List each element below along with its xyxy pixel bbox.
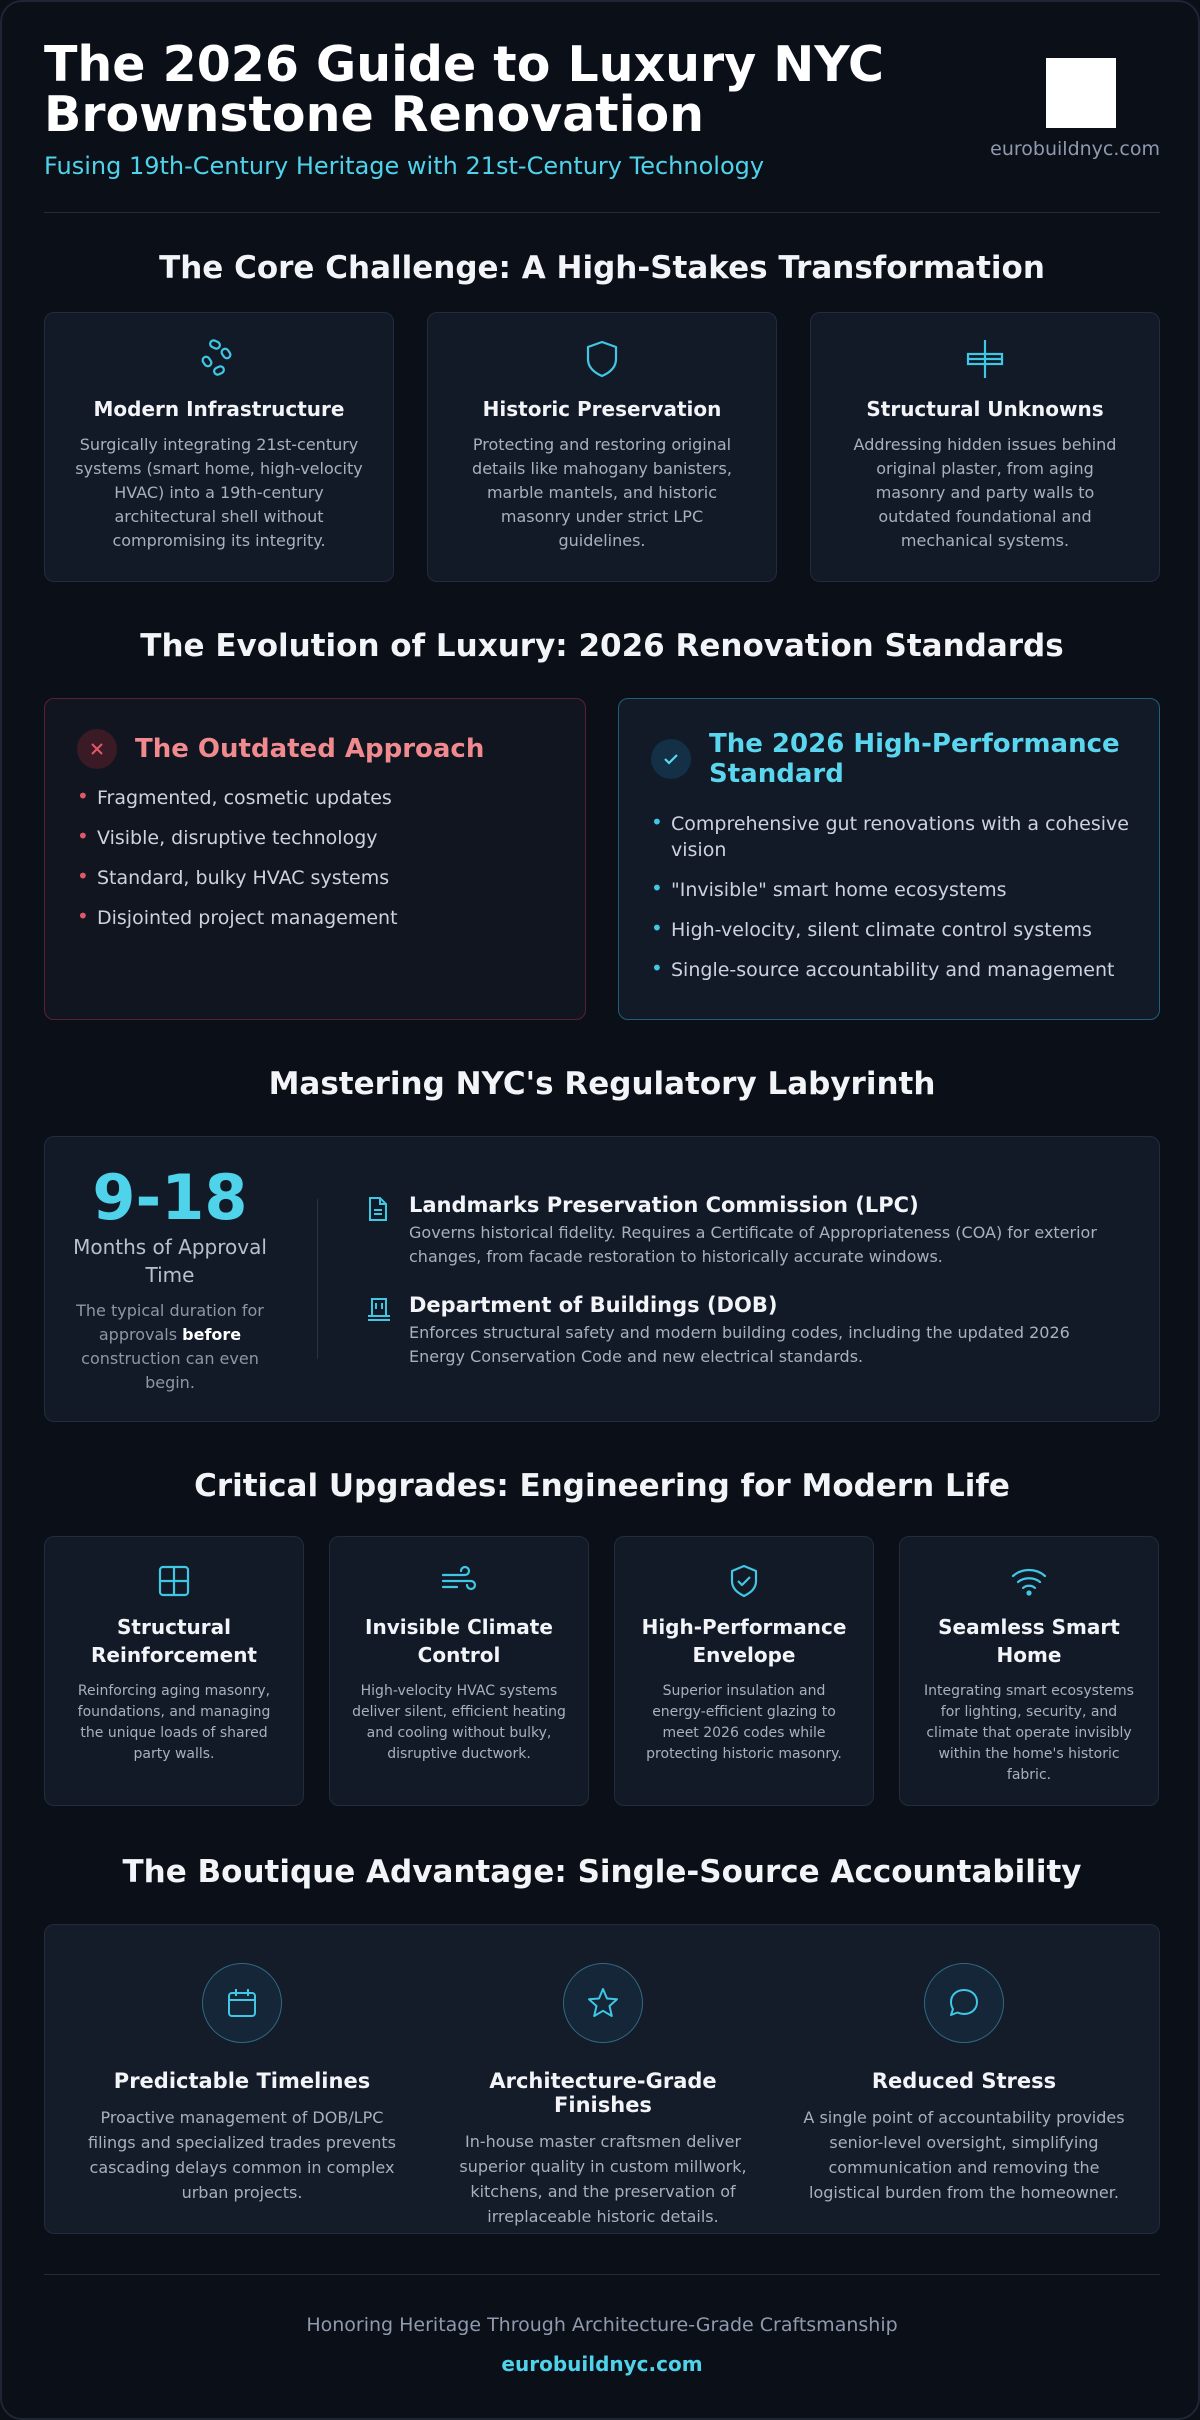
challenge-card-infrastructure — [44, 312, 394, 582]
shield-check-icon — [726, 1563, 762, 1599]
high-performance-list — [649, 811, 1129, 997]
wind-icon — [439, 1563, 479, 1599]
document-icon — [365, 1195, 391, 1223]
list-item: • Visible, disruptive technology — [77, 824, 378, 849]
star-icon — [586, 1986, 620, 2020]
footer-site-link[interactable]: eurobuildnyc.com — [501, 2352, 703, 2376]
challenge-card-text: Addressing hidden issues behind original plaster, from aging masonry and party walls to outdated foundational and mechanical systems. — [853, 435, 1117, 550]
advantage-section-title: The Boutique Advantage: Single-Source Accountability — [122, 1854, 1082, 1890]
list-item: • Comprehensive gut renovations with a cohesive vision — [651, 810, 1129, 861]
challenge-card-text: Surgically integrating 21st-century systems (smart home, high-velocity HVAC) into a 19th-century architectural shell without compromising its integrity. — [75, 435, 363, 550]
header-divider — [44, 212, 1160, 213]
outdated-approach-title: The Outdated Approach — [135, 734, 485, 764]
link-icon — [197, 337, 241, 381]
challenge-section-title: The Core Challenge: A High-Stakes Transformation — [159, 250, 1045, 286]
grid-icon — [156, 1563, 192, 1599]
list-item: • High-velocity, silent climate control systems — [651, 916, 1092, 941]
regulatory-divider — [317, 1199, 318, 1359]
building-icon — [365, 1295, 393, 1323]
upgrade-card-climate: Invisible Climate Control High-velocity HVAC systems deliver silent, efficient heating and cooling without bulky, disruptive ductwork. — [329, 1536, 589, 1806]
page-title: The 2026 Guide to Luxury NYC Brownstone Renovation — [44, 36, 884, 143]
approval-months-label: Months of Approval Time — [73, 1235, 267, 1287]
calendar-icon — [225, 1986, 259, 2020]
wifi-icon — [1009, 1563, 1049, 1599]
regulatory-item-lpc: Landmarks Preservation Commission (LPC) Governs historical fidelity. Requires a Certificate of Appropriateness (COA) for exterior changes, from facade restoration to historically accurate windows. — [365, 1193, 1125, 1269]
challenge-card-title: Modern Infrastructure — [93, 397, 345, 421]
advantage-item-timelines: Predictable Timelines Proactive management of DOB/LPC filings and specialized trades prevents cascading delays common in complex urban projects. — [77, 1963, 407, 2205]
high-performance-title: The 2026 High-Performance Standard — [709, 729, 1120, 789]
outdated-approach-panel — [44, 698, 586, 1020]
upgrade-card-envelope: High-Performance Envelope Superior insulation and energy-efficient glazing to meet 2026 codes while protecting historic masonry. — [614, 1536, 874, 1806]
logo-image — [1046, 58, 1116, 128]
chat-bubble-icon — [947, 1986, 981, 2020]
regulatory-item-dob: Department of Buildings (DOB) Enforces structural safety and modern building codes, including the updated 2026 Energy Conservation Code and new electrical standards. — [365, 1293, 1125, 1369]
upgrades-section-title: Critical Upgrades: Engineering for Modern Life — [194, 1468, 1010, 1504]
list-item: • Disjointed project management — [77, 904, 398, 929]
approval-note: The typical duration for approvals before construction can even begin. — [76, 1301, 264, 1392]
regulatory-panel — [44, 1136, 1160, 1422]
shield-icon — [580, 337, 624, 381]
check-icon — [651, 739, 691, 779]
list-item: • Standard, bulky HVAC systems — [77, 864, 390, 889]
list-item: • "Invisible" smart home ecosystems — [651, 876, 1007, 901]
challenge-card-title: Structural Unknowns — [866, 397, 1104, 421]
advantage-panel — [44, 1924, 1160, 2234]
advantage-item-finishes: Architecture-Grade Finishes In-house master craftsmen deliver superior quality in custom millwork, kitchens, and the preservation of irreplaceable historic details. — [438, 1963, 768, 2229]
header-site-link[interactable]: eurobuildnyc.com — [990, 138, 1160, 160]
upgrade-card-structural: Structural Reinforcement Reinforcing aging masonry, foundations, and managing the unique loads of shared party walls. — [44, 1536, 304, 1806]
footer-divider — [44, 2274, 1160, 2275]
challenge-card-preservation — [427, 312, 777, 582]
challenge-card-structural — [810, 312, 1160, 582]
header — [44, 36, 1160, 212]
challenge-card-title: Historic Preservation — [482, 397, 722, 421]
page-subtitle: Fusing 19th-Century Heritage with 21st-Century Technology — [44, 152, 765, 180]
outdated-list — [75, 785, 398, 945]
approval-months-stat: 9-18 — [92, 1161, 248, 1234]
x-icon — [77, 729, 117, 769]
evolution-section-title: The Evolution of Luxury: 2026 Renovation Standards — [140, 628, 1064, 664]
challenge-card-text: Protecting and restoring original details like mahogany banisters, marble mantels, and historic masonry under strict LPC guidelines. — [472, 435, 732, 550]
footer-tagline: Honoring Heritage Through Architecture-Grade Craftsmanship — [306, 2314, 898, 2336]
high-performance-panel — [618, 698, 1160, 1020]
beam-icon — [963, 337, 1007, 381]
advantage-item-stress: Reduced Stress A single point of accountability provides senior-level oversight, simplifying communication and removing the logistical burden from the homeowner. — [799, 1963, 1129, 2205]
regulatory-section-title: Mastering NYC's Regulatory Labyrinth — [268, 1066, 936, 1102]
list-item: • Fragmented, cosmetic updates — [77, 784, 392, 809]
list-item: • Single-source accountability and management — [651, 956, 1115, 981]
upgrade-card-smart-home: Seamless Smart Home Integrating smart ecosystems for lighting, security, and climate that operate invisibly within the home's historic fabric. — [899, 1536, 1159, 1806]
